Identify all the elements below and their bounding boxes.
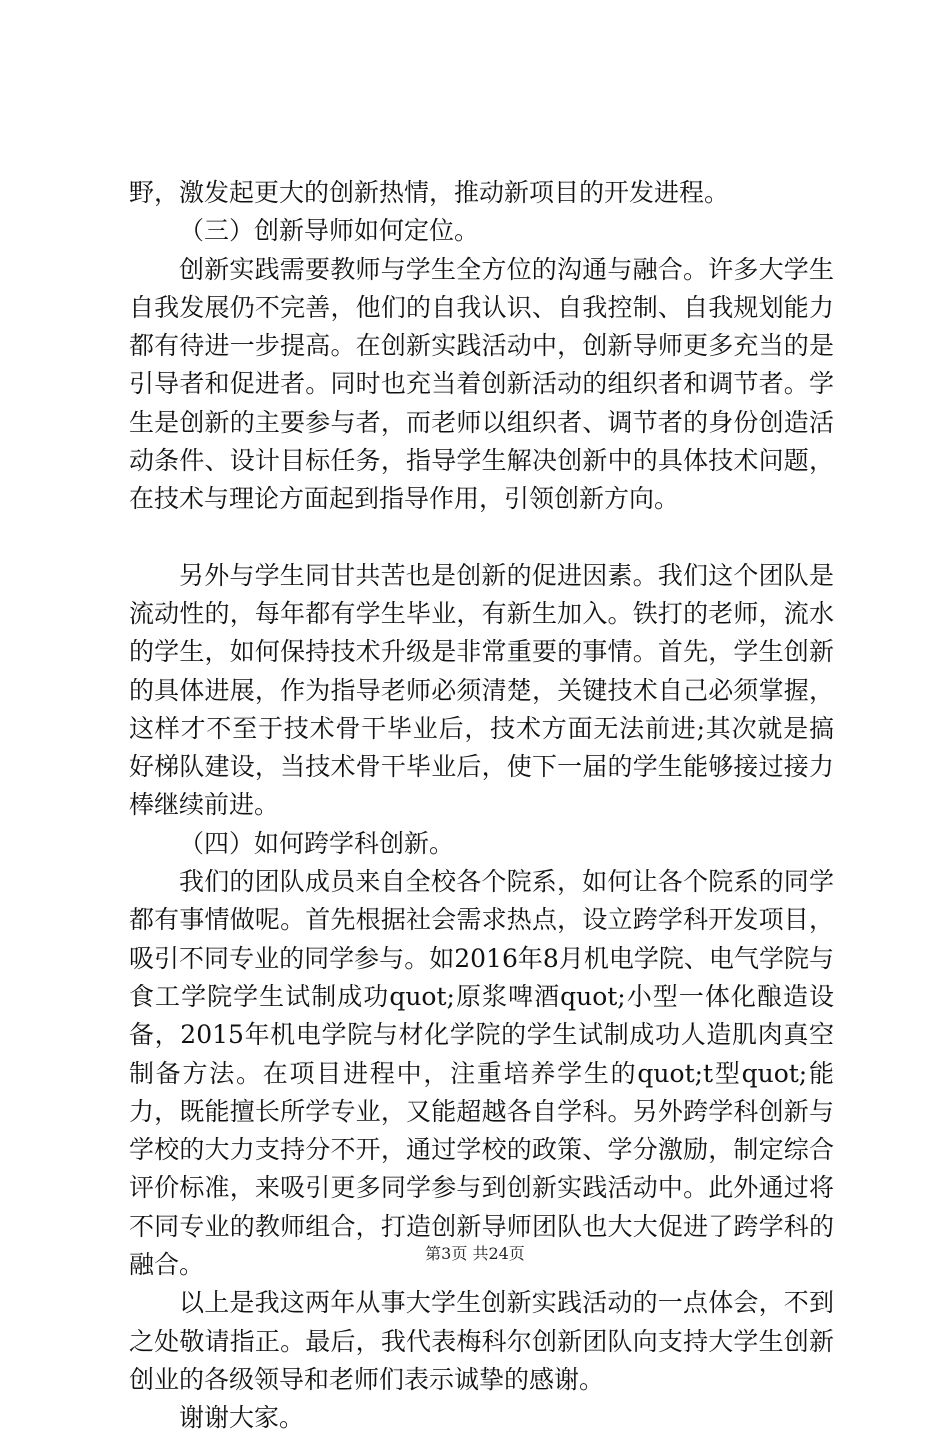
paragraph-closing: 以上是我这两年从事大学生创新实践活动的一点体会，不到之处敬请指正。最后，我代表梅科尔创新团队向支持大学生创新创业的各级领导和老师们表示诚挚的感谢。 [129, 1288, 834, 1394]
paragraph-thanks: 谢谢大家。 [179, 1403, 305, 1433]
section-heading-4: （四）如何跨学科创新。 [179, 828, 455, 858]
page-number-footer: 第3页 共24页 [425, 1244, 525, 1263]
paragraph-mentor-role: 创新实践需要教师与学生全方位的沟通与融合。许多大学生自我发展仍不完善，他们的自我认识、自我控制、自我规划能力都有待进一步提高。在创新实践活动中，创新导师更多充当的是引导者和促进者。同时也充当着创新活动的组织者和调节者。学生是创新的主要参与者，而老师以组织者、调节者的身份创造活动条件、设计目标任务，指导学生解决创新中的具体技术问题，在技术与理论方面起到指导作用，引领创新方向。 [129, 254, 834, 514]
paragraph-team-continuity: 另外与学生同甘共苦也是创新的促进因素。我们这个团队是流动性的，每年都有学生毕业，有新生加入。铁打的老师，流水的学生，如何保持技术升级是非常重要的事情。首先，学生创新的具体进展，作为指导老师必须清楚，关键技术自己必须掌握，这样才不至于技术骨干毕业后，技术方面无法前进;其次就是搞好梯队建设，当技术骨干毕业后，使下一届的学生能够接过接力棒继续前进。 [129, 560, 834, 820]
paragraph-continuation: 野，激发起更大的创新热情，推动新项目的开发进程。 [129, 178, 730, 207]
paragraph-cross-discipline: 我们的团队成员来自全校各个院系，如何让各个院系的同学都有事情做呢。首先根据社会需求热点，设立跨学科开发项目，吸引不同专业的同学参与。如2016年8月机电学院、电气学院与食工学院学生试制成功quot;原浆啤酒quot;小型一体化酿造设备，2015年机电学院与材化学院的学生试制成功人造肌肉真空制备方法。在项目进程中，注重培养学生的quot;t型quot;能力，既能擅长所学专业，又能超越各自学科。另外跨学科创新与学校的大力支持分不开，通过学校的政策、学分激励，制定综合评价标准，来吸引更多同学参与到创新实践活动中。此外通过将不同专业的教师组合，打造创新导师团队也大大促进了跨学科的融合。 [129, 867, 834, 1280]
section-heading-3: （三）创新导师如何定位。 [179, 216, 480, 246]
